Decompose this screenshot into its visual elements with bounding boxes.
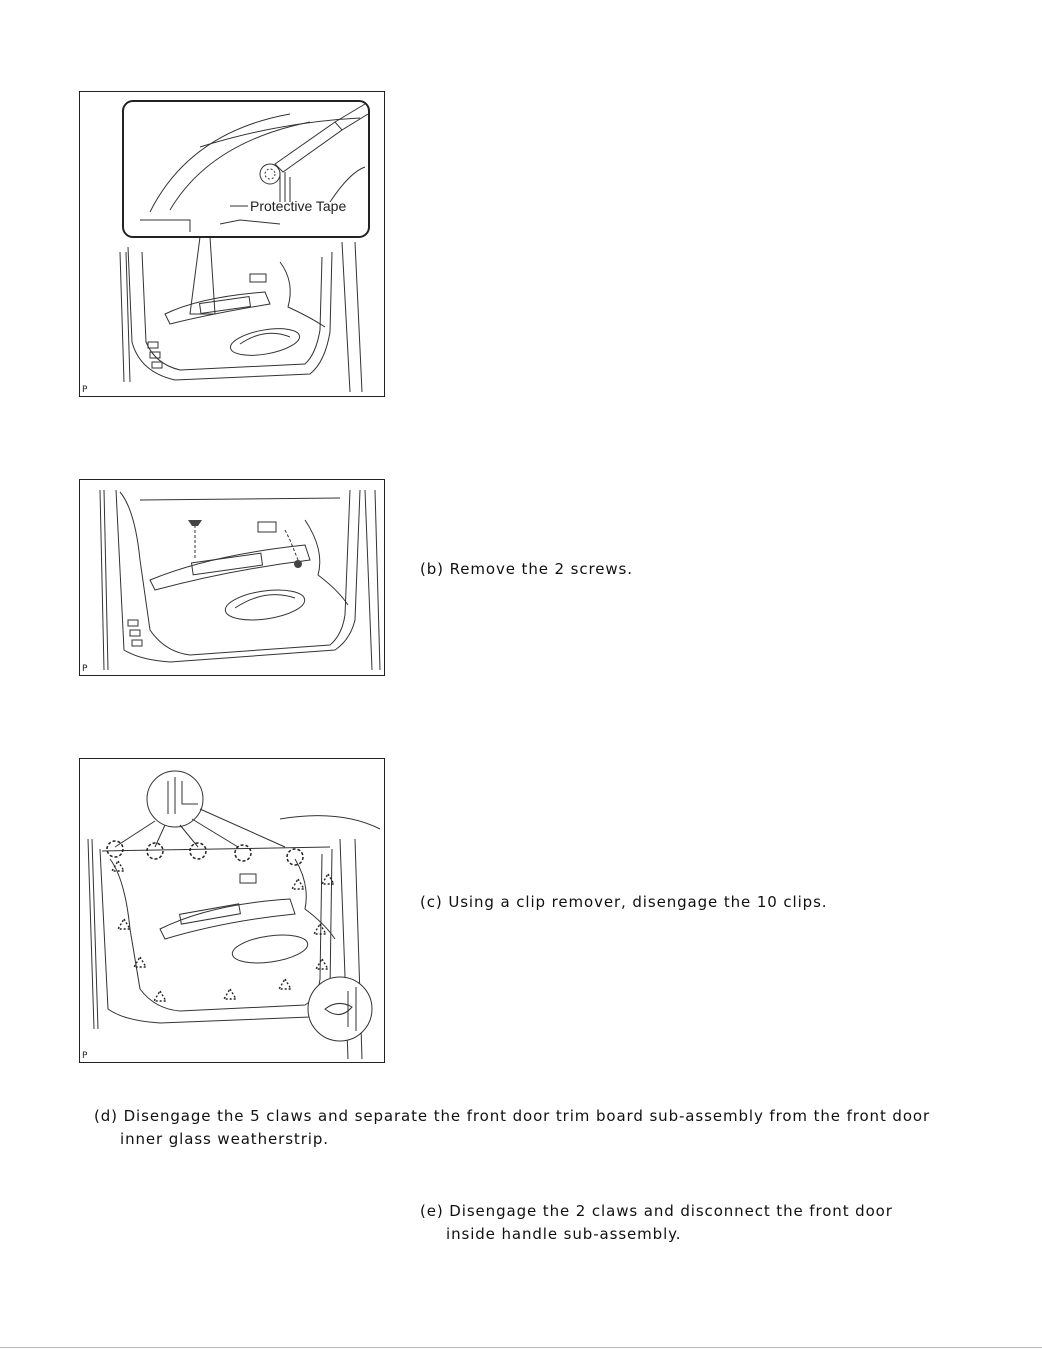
protective-tape-label: Protective Tape	[250, 198, 347, 214]
step-d-line2: inner glass weatherstrip.	[120, 1130, 329, 1148]
step-b-text: (b) Remove the 2 screws.	[420, 560, 633, 578]
door-trim-illustration	[80, 92, 386, 398]
figure-protective-tape	[79, 91, 385, 397]
figure-code: P	[82, 664, 88, 674]
claw-markers	[112, 861, 334, 1001]
door-trim-clips-illustration	[80, 759, 386, 1064]
step-d-line1: (d) Disengage the 5 claws and separate the front door trim board sub-assembly from the front door	[94, 1107, 931, 1125]
step-c-text: (c) Using a clip remover, disengage the 10 clips.	[420, 893, 828, 911]
step-e-line1: (e) Disengage the 2 claws and disconnect the front door	[420, 1202, 893, 1220]
figure-code: P	[82, 385, 88, 395]
step-e-line2: inside handle sub-assembly.	[446, 1225, 682, 1243]
step-e-text	[420, 1200, 893, 1246]
clip-markers	[107, 841, 303, 865]
screw-icon	[188, 520, 202, 526]
door-trim-screws-illustration	[80, 480, 386, 677]
figure-clips	[79, 758, 385, 1063]
screw-icon	[294, 560, 302, 568]
page-bottom-divider	[0, 1347, 1042, 1348]
figure-code: P	[82, 1051, 88, 1061]
figure-screws	[79, 479, 385, 676]
step-d-text	[94, 1105, 930, 1151]
